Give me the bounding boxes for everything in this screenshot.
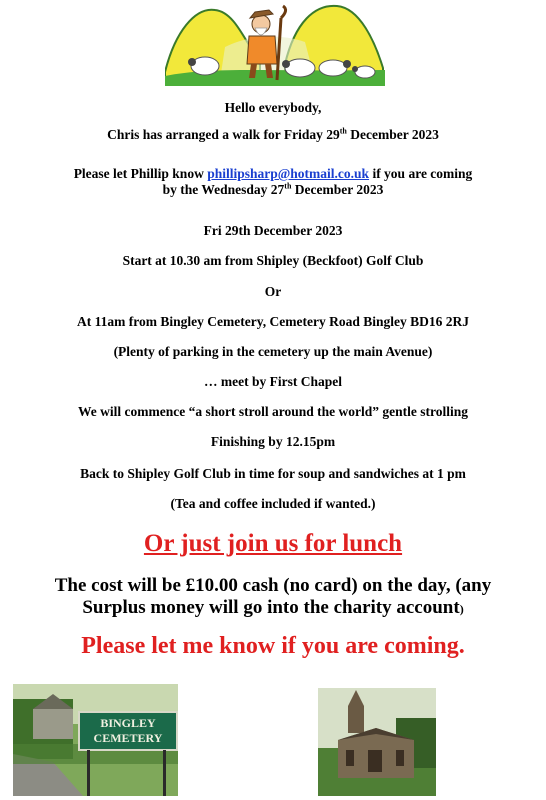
detail-tea-coffee: (Tea and coffee included if wanted.) [170, 496, 376, 511]
let-me-know-heading: Please let me know if you are coming. [81, 633, 465, 659]
rsvp-deadline [0, 182, 546, 198]
lunch-heading: Or just join us for lunch [143, 530, 403, 557]
detail-start-golf-club: Start at 10.30 am from Shipley (Beckfoot) Golf Club [122, 253, 424, 268]
rsvp-line2-prefix: by the Wednesday 27 [162, 182, 285, 197]
sign-text-bingley: BINGLEY [100, 716, 156, 730]
chapel-scene [318, 688, 436, 796]
detail-or: Or [264, 284, 282, 299]
detail-date: Fri 29th December 2023 [203, 223, 343, 238]
detail-start-cemetery: At 11am from Bingley Cemetery, Cemetery Road Bingley BD16 2RJ [77, 314, 469, 329]
rsvp-line2-sup: th [284, 181, 292, 191]
sign-text-cemetery: CEMETERY [93, 731, 163, 745]
cost-line-1: The cost will be £10.00 cash (no card) on the day, (any [54, 575, 492, 596]
cost-line-2 [0, 597, 546, 620]
detail-stroll: We will commence “a short stroll around the world” gentle strolling [78, 404, 468, 419]
email-link[interactable]: phillipsharp@hotmail.co.uk [207, 166, 370, 181]
detail-meet-point: … meet by First Chapel [204, 374, 342, 389]
detail-finish: Finishing by 12.15pm [210, 434, 336, 449]
cemetery-sign-photo [13, 684, 178, 796]
intro-line [0, 127, 546, 143]
greeting: Hello everybody, [224, 100, 322, 115]
intro-prefix: Chris has arranged a walk for Friday 29 [107, 127, 340, 142]
shepherd-with-sheep-illustration [165, 2, 385, 86]
rsvp-line2-suffix: December 2023 [291, 182, 384, 197]
cost-line-2-text: Surplus money will go into the charity account [82, 597, 460, 618]
detail-parking: (Plenty of parking in the cemetery up the main Avenue) [113, 344, 433, 359]
rsvp-line [0, 166, 546, 182]
intro-sup: th [339, 126, 347, 136]
intro-suffix: December 2023 [346, 127, 439, 142]
detail-lunch-info: Back to Shipley Golf Club in time for soup and sandwiches at 1 pm [80, 466, 466, 481]
rsvp-suffix: if you are coming [369, 166, 473, 181]
cost-line-2-tail: ) [459, 602, 464, 616]
rsvp-prefix: Please let Phillip know [73, 166, 208, 181]
cemetery-chapel-photo [318, 688, 436, 796]
